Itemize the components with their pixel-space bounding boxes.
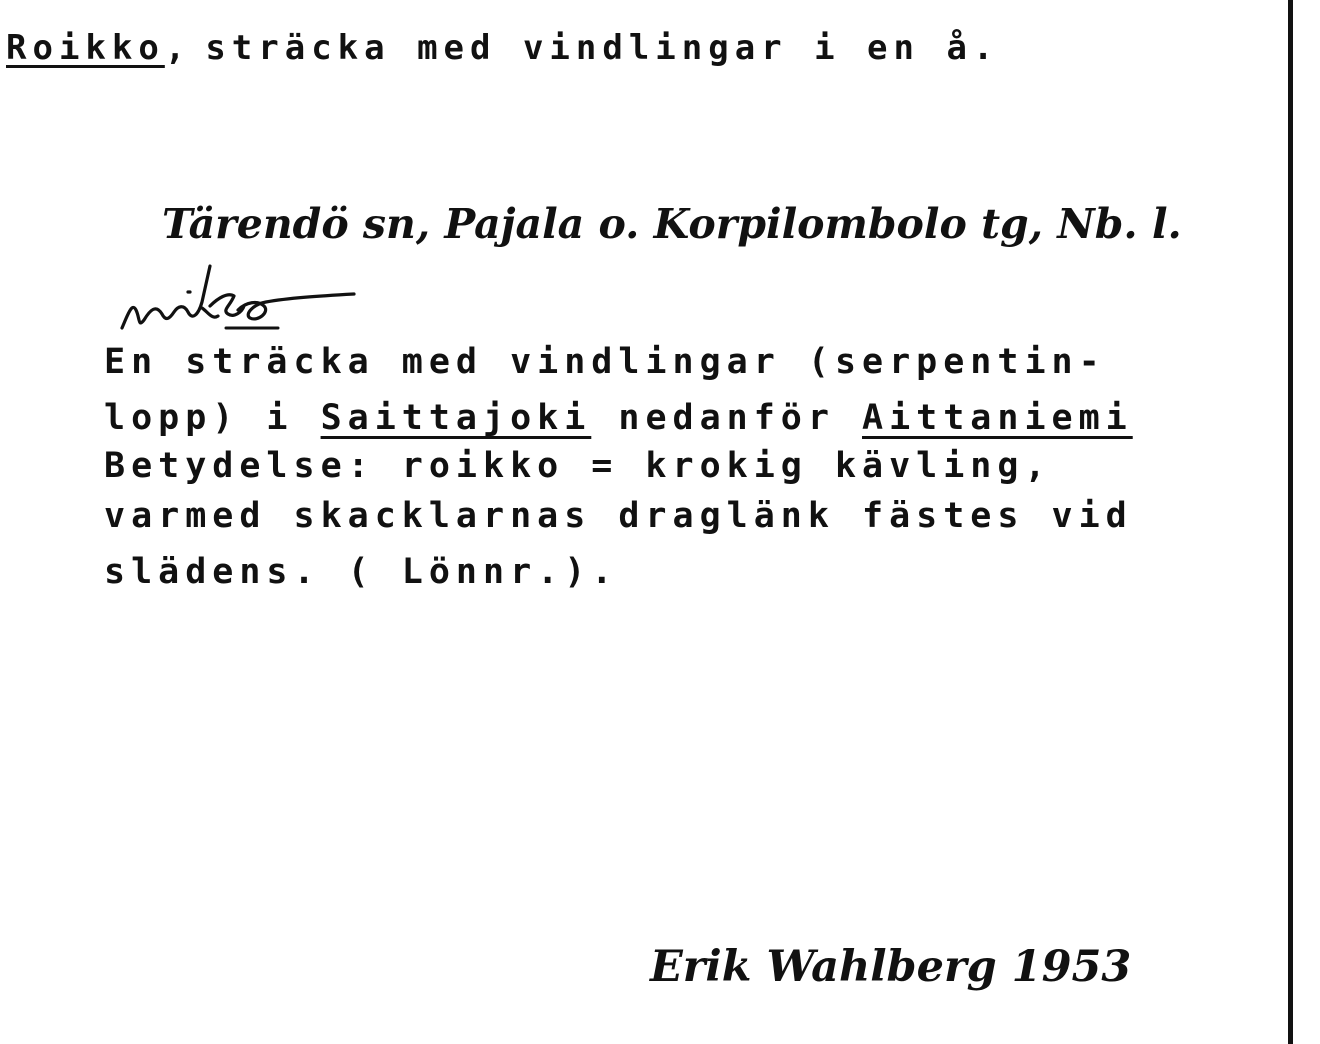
body-line-1: En sträcka med vindlingar (serpentin-: [104, 342, 1106, 382]
village-name: Aittaniemi: [862, 398, 1133, 438]
headword: Roikko: [6, 28, 165, 68]
place-name: Tärendö sn, Pajala o. Korpilombolo tg, Nb. l.: [162, 200, 1182, 248]
collector-signature: Erik Wahlberg 1953: [650, 942, 1132, 992]
body-line-2: [104, 398, 1133, 438]
body-line-2-mid: nedanför: [591, 398, 863, 438]
body-line-4: varmed skacklarnas draglänk fästes vid: [104, 496, 1133, 536]
body-line-2-start: lopp) i: [104, 398, 321, 438]
river-name: Saittajoki: [320, 398, 592, 438]
headword-definition: sträcka med vindlingar i en å.: [205, 28, 1000, 68]
body-line-5: slädens. ( Lönnr.).: [104, 552, 619, 592]
body-line-3: Betydelse: roikko = krokig kävling,: [104, 446, 1052, 486]
handwritten-form: [118, 262, 368, 342]
card-edge-line: [1288, 0, 1293, 1044]
headword-separator: ,: [164, 28, 192, 68]
headword-line: [6, 28, 999, 68]
